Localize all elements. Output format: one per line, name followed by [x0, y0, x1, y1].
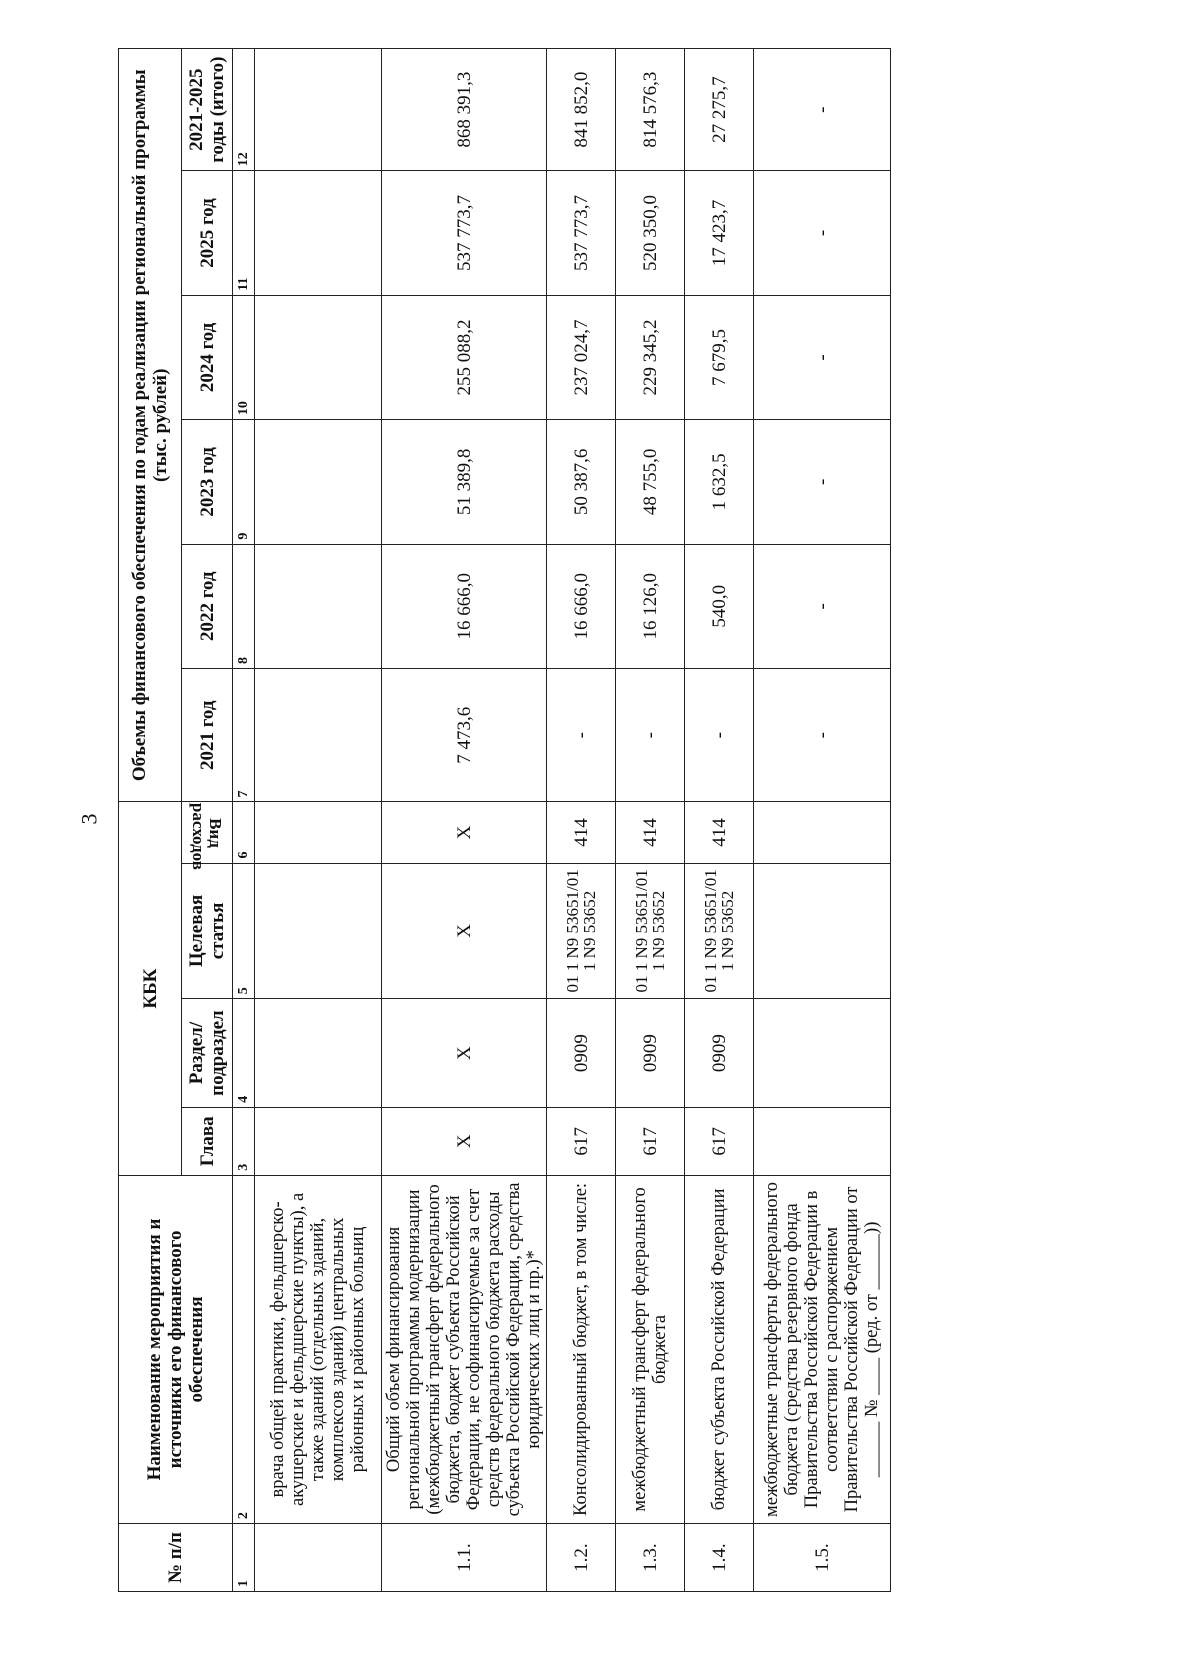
row-statya: 01 1 N9 53651/01 1 N9 53652 [616, 863, 685, 999]
column-number: 8 [233, 544, 255, 668]
header-year-2025: 2025 год [182, 171, 233, 295]
row-value-2021 [255, 668, 382, 801]
row-value-2022: 540,0 [685, 544, 754, 668]
row-value-2025: 17 423,7 [685, 171, 754, 295]
table-row [685, 49, 754, 1592]
row-value-2025: - [754, 171, 891, 295]
row-value-total: - [754, 49, 891, 171]
column-number: 10 [233, 295, 255, 419]
row-vid: X [382, 802, 547, 863]
row-value-2025: 520 350,0 [616, 171, 685, 295]
row-num: 1.4. [685, 1524, 754, 1592]
row-value-2024: 7 679,5 [685, 295, 754, 419]
row-value-2023: 48 755,0 [616, 420, 685, 544]
row-value-2025: 537 773,7 [547, 171, 616, 295]
column-number: 11 [233, 171, 255, 295]
row-vid: 414 [547, 802, 616, 863]
header-year-2021: 2021 год [182, 668, 233, 801]
column-number: 2 [233, 1175, 255, 1523]
row-name: Общий объем финансирования региональной программы модернизации (межбюджетный трансферт федерального бюджета, бюджет субъекта Российской Федерации, не софинансируемые за счет средств федерального бюджета расходы субъекта Российской Федерации, средства юридических лиц и пр.)* [382, 1175, 547, 1523]
column-number: 3 [233, 1107, 255, 1175]
row-razdel: 0909 [547, 999, 616, 1108]
header-year-2023: 2023 год [182, 420, 233, 544]
financing-table [118, 48, 891, 1592]
row-glava: 617 [685, 1107, 754, 1175]
header-kbk: КБК [119, 802, 182, 1175]
column-number: 6 [233, 802, 255, 863]
row-razdel: 0909 [685, 999, 754, 1108]
column-number: 1 [233, 1524, 255, 1592]
row-value-2023: - [754, 420, 891, 544]
header-kbk-razdel: Раздел/ подраздел [182, 999, 233, 1108]
header-year-2022: 2022 год [182, 544, 233, 668]
row-name: межбюджетные трансферты федерального бюджета (средства резервного фонда Правительства Российской Федерации в соответствии с распоряжением Правительства Российской Федерации от ______ № ____ (ред. от ______)) [754, 1175, 891, 1523]
row-value-2024: - [754, 295, 891, 419]
header-year-2024: 2024 год [182, 295, 233, 419]
row-value-2021: - [685, 668, 754, 801]
row-value-total: 868 391,3 [382, 49, 547, 171]
column-number: 12 [233, 49, 255, 171]
row-statya [255, 863, 382, 999]
row-glava: X [382, 1107, 547, 1175]
page-number: 3 [76, 813, 102, 825]
row-value-2023 [255, 420, 382, 544]
table-row [754, 49, 891, 1592]
row-statya: 01 1 N9 53651/01 1 N9 53652 [547, 863, 616, 999]
column-number: 5 [233, 863, 255, 999]
table-row [547, 49, 616, 1592]
row-value-2021: - [754, 668, 891, 801]
row-statya: X [382, 863, 547, 999]
row-value-total: 814 576,3 [616, 49, 685, 171]
header-kbk-vid-text: Вид расходов [189, 802, 225, 870]
header-year-total: 2021-2025 годы (итого) [182, 49, 233, 171]
header-name: Наименование мероприятия и источники его финансового обеспечения [119, 1175, 233, 1523]
row-value-total: 27 275,7 [685, 49, 754, 171]
row-name: межбюджетный трансферт федерального бюджета [616, 1175, 685, 1523]
row-value-2025: 537 773,7 [382, 171, 547, 295]
row-value-total: 841 852,0 [547, 49, 616, 171]
rotated-table-container [118, 48, 1046, 1592]
table-row [382, 49, 547, 1592]
row-value-2023: 50 387,6 [547, 420, 616, 544]
row-statya [754, 863, 891, 999]
row-value-2022: 16 666,0 [382, 544, 547, 668]
row-glava: 617 [547, 1107, 616, 1175]
row-glava [754, 1107, 891, 1175]
column-numbers-row [233, 49, 255, 1592]
row-glava: 617 [616, 1107, 685, 1175]
row-value-2025 [255, 171, 382, 295]
row-value-2021: - [616, 668, 685, 801]
row-vid [754, 802, 891, 863]
row-value-2024: 229 345,2 [616, 295, 685, 419]
table-row [616, 49, 685, 1592]
row-vid: 414 [685, 802, 754, 863]
row-value-2022: 16 126,0 [616, 544, 685, 668]
row-statya: 01 1 N9 53651/01 1 N9 53652 [685, 863, 754, 999]
row-name: Консолидированный бюджет, в том числе: [547, 1175, 616, 1523]
column-number: 4 [233, 999, 255, 1108]
header-volumes: Объемы финансового обеспечения по годам реализации региональной программы (тыс. рублей) [119, 49, 182, 802]
row-razdel [754, 999, 891, 1108]
row-vid: 414 [616, 802, 685, 863]
row-value-2024: 255 088,2 [382, 295, 547, 419]
row-num: 1.2. [547, 1524, 616, 1592]
row-name: врача общей практики, фельдшерско-акушерские и фельдшерские пункты), а также зданий (отдельных зданий, комплексов зданий) центральных районных и районных больниц [255, 1175, 382, 1523]
header-kbk-vid [182, 802, 233, 870]
row-value-2023: 51 389,8 [382, 420, 547, 544]
row-value-2022: - [754, 544, 891, 668]
row-num [255, 1524, 382, 1592]
row-razdel [255, 999, 382, 1108]
row-num: 1.1. [382, 1524, 547, 1592]
row-value-2022 [255, 544, 382, 668]
row-num: 1.3. [616, 1524, 685, 1592]
table-row [255, 49, 382, 1592]
row-value-2022: 16 666,0 [547, 544, 616, 668]
row-glava [255, 1107, 382, 1175]
row-num: 1.5. [754, 1524, 891, 1592]
row-value-2021: 7 473,6 [382, 668, 547, 801]
header-kbk-glava: Глава [182, 1107, 233, 1175]
row-value-2024: 237 024,7 [547, 295, 616, 419]
column-number: 7 [233, 668, 255, 801]
header-kbk-statya: Целевая статья [182, 863, 233, 999]
row-razdel: X [382, 999, 547, 1108]
row-value-total [255, 49, 382, 171]
row-name: бюджет субъекта Российской Федерации [685, 1175, 754, 1523]
row-razdel: 0909 [616, 999, 685, 1108]
row-value-2023: 1 632,5 [685, 420, 754, 544]
row-value-2021: - [547, 668, 616, 801]
row-value-2024 [255, 295, 382, 419]
row-vid [255, 802, 382, 863]
column-number: 9 [233, 420, 255, 544]
header-num: № п/п [119, 1524, 233, 1592]
